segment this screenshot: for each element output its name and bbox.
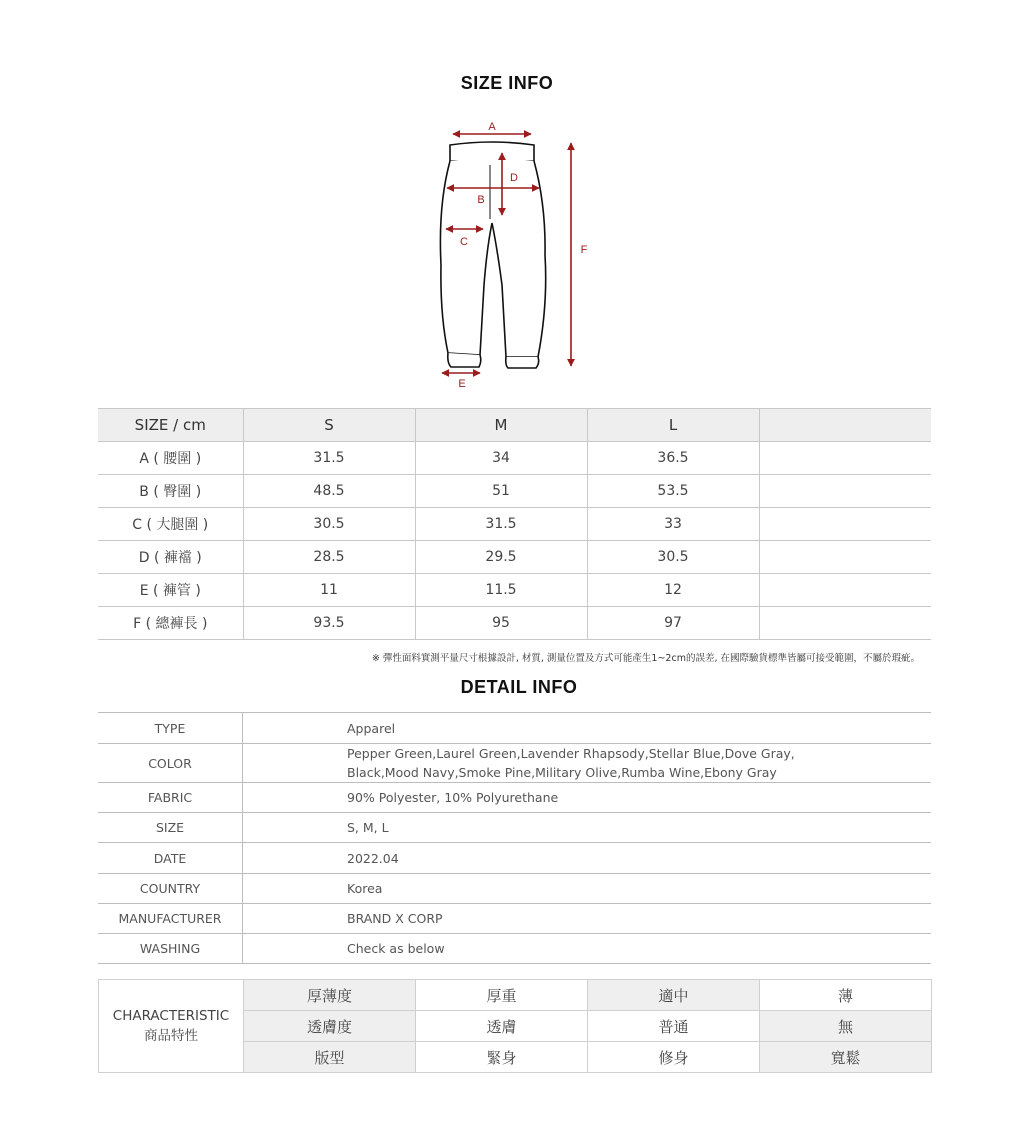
table-row — [98, 442, 931, 475]
cell-empty — [759, 442, 931, 475]
header-empty — [759, 409, 931, 442]
characteristic-option: 薄 — [760, 980, 932, 1011]
cell-m: 34 — [415, 442, 587, 475]
cell-l: 53.5 — [587, 475, 759, 508]
detail-value-country: Korea — [243, 874, 932, 904]
header-l: L — [587, 409, 759, 442]
characteristic-option-selected: 寬鬆 — [760, 1042, 932, 1073]
table-row — [98, 541, 931, 574]
cell-s: 28.5 — [243, 541, 415, 574]
row-label: E ( 褲管 ) — [98, 574, 243, 607]
cell-m: 29.5 — [415, 541, 587, 574]
characteristic-option: 透膚 — [416, 1011, 588, 1042]
characteristic-name: 透膚度 — [244, 1011, 416, 1042]
size-table — [98, 408, 931, 640]
cell-l: 97 — [587, 607, 759, 640]
cell-empty — [759, 607, 931, 640]
characteristic-label-en: CHARACTERISTIC — [112, 1008, 230, 1024]
pants-measurement-diagram — [420, 115, 600, 395]
detail-key-size: SIZE — [98, 813, 243, 843]
characteristic-label-zh: 商品特性 — [144, 1028, 198, 1044]
characteristic-option: 緊身 — [416, 1042, 588, 1073]
cell-s: 11 — [243, 574, 415, 607]
cell-s: 93.5 — [243, 607, 415, 640]
header-size-unit: SIZE / cm — [98, 409, 243, 442]
detail-key-fabric: FABRIC — [98, 783, 243, 813]
detail-key-manufacturer: MANUFACTURER — [98, 904, 243, 934]
table-row — [98, 713, 931, 744]
detail-key-date: DATE — [98, 843, 243, 874]
cell-s: 30.5 — [243, 508, 415, 541]
header-s: S — [243, 409, 415, 442]
cell-l: 30.5 — [587, 541, 759, 574]
label-b: B — [477, 194, 485, 206]
table-row — [98, 934, 931, 964]
color-line-1: Pepper Green,Laurel Green,Lavender Rhapsody,Stellar Blue,Dove Gray, — [347, 746, 795, 761]
table-row — [98, 874, 931, 904]
detail-key-country: COUNTRY — [98, 874, 243, 904]
detail-value-manufacturer: BRAND X CORP — [243, 904, 932, 934]
detail-value-type: Apparel — [243, 713, 932, 744]
detail-key-color: COLOR — [98, 744, 243, 783]
cell-l: 36.5 — [587, 442, 759, 475]
pants-outline-icon — [440, 142, 545, 368]
characteristic-option: 厚重 — [416, 980, 588, 1011]
characteristic-name: 厚薄度 — [244, 980, 416, 1011]
label-e: E — [458, 378, 466, 390]
table-row — [98, 813, 931, 843]
cell-m: 51 — [415, 475, 587, 508]
label-a: A — [488, 121, 496, 133]
cell-s: 31.5 — [243, 442, 415, 475]
table-row — [98, 744, 931, 783]
cell-empty — [759, 475, 931, 508]
row-label: D ( 褲襠 ) — [98, 541, 243, 574]
cell-s: 48.5 — [243, 475, 415, 508]
header-m: M — [415, 409, 587, 442]
detail-info-title: DETAIL INFO — [460, 677, 578, 697]
detail-value-fabric: 90% Polyester, 10% Polyurethane — [243, 783, 932, 813]
measurement-note: ※ 彈性面料實測平量尺寸根據設計, 材質, 測量位置及方式可能產生1~2cm的誤差, 在國際驗貨標準皆屬可接受範圍，不屬於瑕疵。 — [371, 653, 920, 664]
table-row — [98, 843, 931, 874]
table-row — [98, 904, 931, 934]
characteristic-label — [99, 980, 244, 1073]
label-f: F — [580, 244, 588, 256]
detail-key-washing: WASHING — [98, 934, 243, 964]
row-label: C ( 大腿圍 ) — [98, 508, 243, 541]
table-row — [98, 607, 931, 640]
size-table-header — [98, 409, 931, 442]
detail-table — [98, 712, 931, 964]
label-c: C — [460, 236, 468, 248]
table-row — [98, 574, 931, 607]
color-line-2: Black,Mood Navy,Smoke Pine,Military Olive,Rumba Wine,Ebony Gray — [347, 765, 777, 780]
cell-l: 12 — [587, 574, 759, 607]
characteristic-name: 版型 — [244, 1042, 416, 1073]
cell-empty — [759, 574, 931, 607]
detail-value-washing: Check as below — [243, 934, 932, 964]
detail-value-date: 2022.04 — [243, 843, 932, 874]
size-info-title: SIZE INFO — [460, 73, 554, 93]
characteristic-option: 普通 — [588, 1011, 760, 1042]
cell-empty — [759, 541, 931, 574]
cell-m: 11.5 — [415, 574, 587, 607]
table-row — [98, 475, 931, 508]
characteristic-row — [99, 980, 932, 1011]
cell-l: 33 — [587, 508, 759, 541]
characteristic-option: 修身 — [588, 1042, 760, 1073]
label-d: D — [510, 172, 518, 184]
cell-empty — [759, 508, 931, 541]
row-label: A ( 腰圍 ) — [98, 442, 243, 475]
cell-m: 95 — [415, 607, 587, 640]
table-row — [98, 783, 931, 813]
characteristic-option-selected: 適中 — [588, 980, 760, 1011]
table-row — [98, 508, 931, 541]
row-label: B ( 臀圍 ) — [98, 475, 243, 508]
detail-value-color — [243, 744, 932, 783]
cell-m: 31.5 — [415, 508, 587, 541]
characteristic-table — [98, 979, 932, 1073]
characteristic-option-selected: 無 — [760, 1011, 932, 1042]
detail-value-size: S, M, L — [243, 813, 932, 843]
row-label: F ( 總褲長 ) — [98, 607, 243, 640]
detail-key-type: TYPE — [98, 713, 243, 744]
